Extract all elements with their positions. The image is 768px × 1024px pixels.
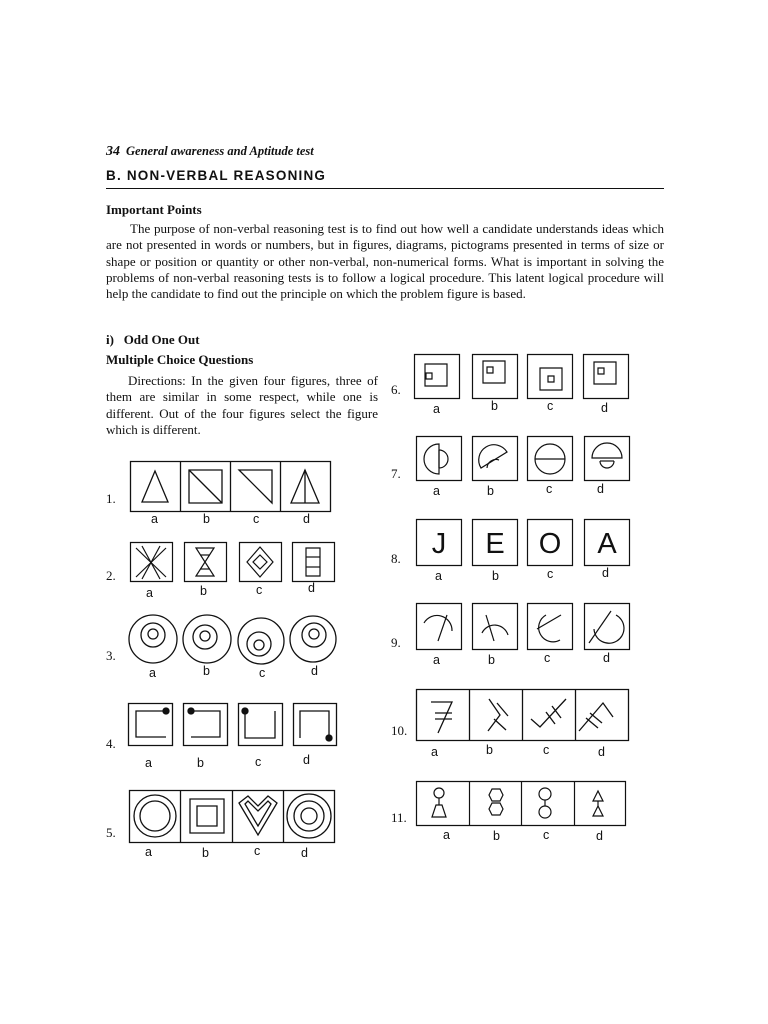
option-label[interactable]: a bbox=[433, 653, 440, 667]
title-rule bbox=[106, 188, 664, 189]
question-number: 9. bbox=[391, 635, 401, 650]
running-header bbox=[106, 144, 314, 160]
figure-frame bbox=[415, 355, 460, 399]
figure-frame bbox=[585, 604, 630, 650]
question-number: 4. bbox=[106, 736, 116, 751]
concentric-circles bbox=[183, 615, 231, 663]
page-number: 34 bbox=[106, 144, 120, 159]
hourglass-shape bbox=[196, 548, 214, 576]
question-number: 8. bbox=[391, 551, 401, 566]
question-number: 7. bbox=[391, 466, 401, 481]
option-label[interactable]: d bbox=[311, 664, 318, 678]
question-number: 1. bbox=[106, 491, 116, 506]
right-triangle-shape bbox=[239, 470, 272, 503]
option-label[interactable]: c bbox=[253, 512, 260, 526]
option-label[interactable]: a bbox=[151, 512, 158, 526]
option-label[interactable]: b bbox=[492, 569, 499, 583]
option-label[interactable]: b bbox=[493, 829, 500, 843]
option-label[interactable]: c bbox=[259, 666, 266, 680]
option-label[interactable]: a bbox=[431, 745, 438, 759]
option-label[interactable]: d bbox=[303, 753, 310, 767]
option-label[interactable]: a bbox=[145, 845, 152, 859]
question-10-figures bbox=[416, 689, 629, 742]
option-label[interactable]: b bbox=[203, 664, 210, 678]
question-2-figures bbox=[130, 542, 336, 584]
option-label[interactable]: a bbox=[145, 756, 152, 770]
question-11-figures bbox=[416, 781, 627, 827]
directions-text: Directions: In the given four figures, three of them are similar in some respect, while one is different. Out of the four figures select the figure which is different. bbox=[106, 373, 378, 437]
option-label[interactable]: a bbox=[146, 586, 153, 600]
figure-frame bbox=[528, 604, 573, 650]
option-label[interactable]: d bbox=[303, 512, 310, 526]
question-9-figures bbox=[416, 603, 632, 651]
nested-diamond-shape bbox=[247, 547, 273, 577]
option-label[interactable]: c bbox=[254, 844, 261, 858]
option-label[interactable]: d bbox=[598, 745, 605, 759]
option-label[interactable]: a bbox=[149, 666, 156, 680]
letter-e: E bbox=[485, 528, 505, 560]
question-number: 2. bbox=[106, 568, 116, 583]
option-label[interactable]: c bbox=[256, 583, 263, 597]
section-title: B. NON-VERBAL REASONING bbox=[106, 168, 327, 183]
divided-rectangle-shape bbox=[306, 548, 320, 576]
question-3-figures bbox=[128, 614, 338, 666]
figure-frame bbox=[584, 355, 629, 399]
question-5-figures bbox=[129, 790, 335, 844]
question-7-figures bbox=[416, 436, 632, 482]
question-number: 3. bbox=[106, 648, 116, 663]
option-label[interactable]: a bbox=[443, 828, 450, 842]
option-label[interactable]: b bbox=[197, 756, 204, 770]
option-label[interactable]: b bbox=[202, 846, 209, 860]
option-label[interactable]: c bbox=[544, 651, 551, 665]
option-label[interactable]: c bbox=[546, 482, 553, 496]
option-label[interactable]: d bbox=[597, 482, 604, 496]
intro-paragraph: The purpose of non-verbal reasoning test is to find out how well a candidate understands ideas which are not presented in words or numbers, but in figures, diagrams, pictograms presented in terms of size or shape or position or quantity or other non-verbal, non-numerical forms. What is important in solving the problems of non-verbal reasoning tests is to follow a logical procedure. This latent logical procedure will help the candidate to find out the principle on which the problem figure is based. bbox=[106, 221, 664, 302]
important-points-heading: Important Points bbox=[106, 202, 202, 217]
option-label[interactable]: b bbox=[200, 584, 207, 598]
question-1-figures bbox=[130, 461, 331, 512]
option-label[interactable]: b bbox=[491, 399, 498, 413]
option-label[interactable]: a bbox=[433, 484, 440, 498]
question-4-figures bbox=[128, 703, 338, 747]
question-8-figures bbox=[416, 519, 632, 567]
book-title: General awareness and Aptitude test bbox=[126, 144, 314, 158]
option-label[interactable]: d bbox=[308, 581, 315, 595]
option-label[interactable]: c bbox=[255, 755, 262, 769]
question-6-figures bbox=[414, 354, 630, 400]
question-number: 11. bbox=[391, 810, 407, 825]
figure-frame bbox=[417, 604, 462, 650]
option-label[interactable]: a bbox=[435, 569, 442, 583]
odd-one-out-heading: i) Odd One Out bbox=[106, 332, 200, 347]
letter-a: A bbox=[597, 528, 617, 560]
option-label[interactable]: c bbox=[547, 567, 554, 581]
option-label[interactable]: d bbox=[603, 651, 610, 665]
mcq-heading: Multiple Choice Questions bbox=[106, 352, 254, 367]
option-label[interactable]: b bbox=[486, 743, 493, 757]
option-label[interactable]: d bbox=[602, 566, 609, 580]
double-heart bbox=[239, 796, 277, 835]
option-label[interactable]: b bbox=[203, 512, 210, 526]
letter-o: O bbox=[538, 528, 562, 560]
triangle-shape bbox=[142, 471, 168, 502]
option-label[interactable]: c bbox=[543, 828, 550, 842]
letter-j: J bbox=[431, 528, 447, 560]
option-label[interactable]: d bbox=[301, 846, 308, 860]
question-number: 6. bbox=[391, 382, 401, 397]
option-label[interactable]: d bbox=[596, 829, 603, 843]
option-label[interactable]: b bbox=[487, 484, 494, 498]
question-number: 10. bbox=[391, 723, 408, 738]
option-label[interactable]: d bbox=[601, 401, 608, 415]
question-number: 5. bbox=[106, 825, 116, 840]
double-square bbox=[190, 799, 224, 833]
option-label[interactable]: b bbox=[488, 653, 495, 667]
figure-frame bbox=[473, 604, 518, 650]
option-label[interactable]: c bbox=[547, 399, 554, 413]
option-label[interactable]: c bbox=[543, 743, 550, 757]
option-label[interactable]: a bbox=[433, 402, 440, 416]
